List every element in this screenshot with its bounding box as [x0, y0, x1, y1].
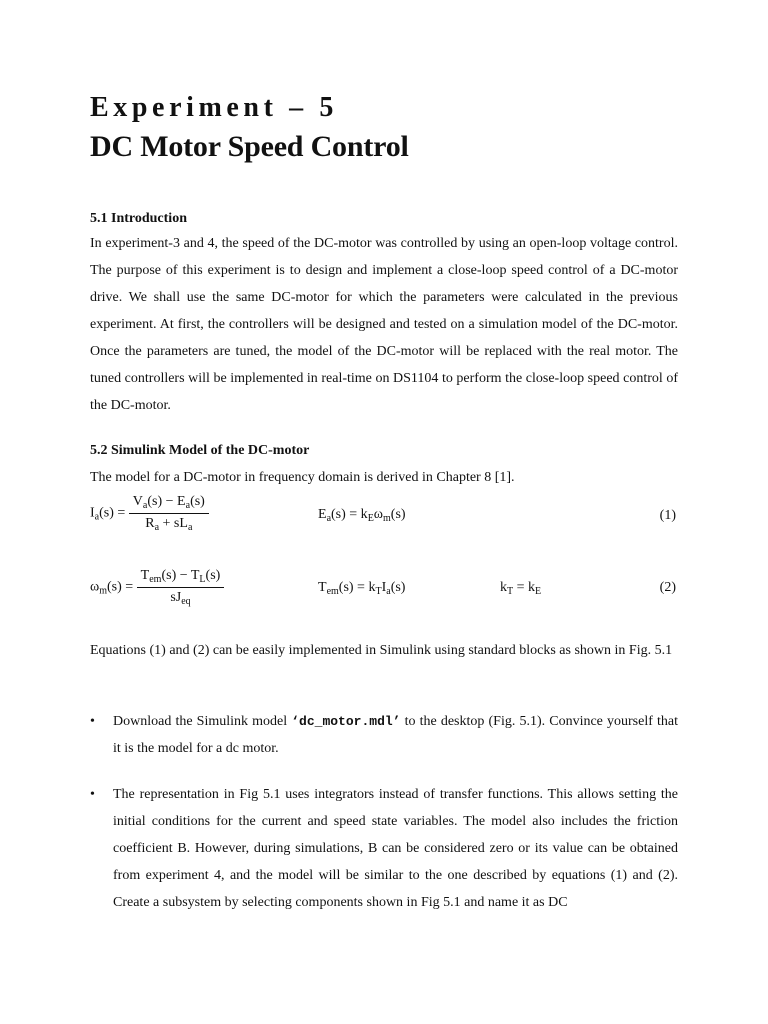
introduction-paragraph: In experiment-3 and 4, the speed of the DC-motor was controlled by using an open-loop voltage control. The purpose of this experiment is to design and implement a close-loop speed control of a DC-motor drive. We shall use the same DC-motor for which the parameters were calculated in the previous experiment. At first, the controllers will be designed and tested on a simulation model of the DC-motor. Once the parameters are tuned, the model of the DC-motor will be replaced with the real motor. The tuned controllers will be implemented in real-time on DS1104 to perform the close-loop speed control of the DC-motor. — [90, 236, 678, 413]
equation-number-2: (2) — [659, 580, 676, 595]
bullet-text: Download the Simulink model ‘dc_motor.mdl’ to the desktop (Fig. 5.1). Convince yourself that it is the model for a dc motor. — [113, 714, 678, 756]
model-filename: ‘dc_motor.mdl’ — [291, 714, 401, 729]
equation-electromagnetic-torque: $T_{em}(s) = k_TI_a(s)$ — [318, 580, 406, 597]
equation-constant-relation: $k_T = k_E$ — [500, 580, 542, 597]
experiment-title: Experiment – 5 — [90, 92, 338, 123]
equation-back-emf: $E_a(s) = k_E\omega_m(s)$ — [318, 507, 406, 524]
section-heading-introduction: 5.1 Introduction — [90, 211, 187, 226]
equations-implementation-paragraph: Equations (1) and (2) can be easily implemented in Simulink using standard blocks as shown in Fig. 5.1 — [90, 643, 673, 658]
bullet-marker: • — [90, 787, 95, 802]
model-intro-paragraph: The model for a DC-motor in frequency domain is derived in Chapter 8 [1]. — [90, 470, 515, 485]
equation-armature-current: $I_a(s)$ = $\frac{V_a(s) - E_a(s)}{R_a + sL_a}$ — [90, 494, 209, 533]
list-item — [90, 781, 678, 921]
list-item — [90, 708, 678, 768]
equation-motor-speed: $\omega_m(s)$ = $\frac{T_{em}(s) - T_L(s)}{sJ_{eq}}$ — [90, 568, 224, 607]
section-heading-simulink-model: 5.2 Simulink Model of the DC-motor — [90, 443, 310, 458]
bullet-text: The representation in Fig 5.1 uses integrators instead of transfer functions. This allows setting the initial conditions for the current and speed state variables. The model also includes the friction coefficient B. However, during simulations, B can be considered zero or its value can be obtained from experiment 4, and the model will be similar to the one described by equations (1) and (2). Create a subsystem by selecting components shown in Fig 5.1 and name it as DC — [113, 787, 678, 910]
equation-number-1: (1) — [659, 508, 676, 523]
bullet-marker: • — [90, 714, 95, 729]
experiment-subtitle: DC Motor Speed Control — [90, 130, 409, 163]
